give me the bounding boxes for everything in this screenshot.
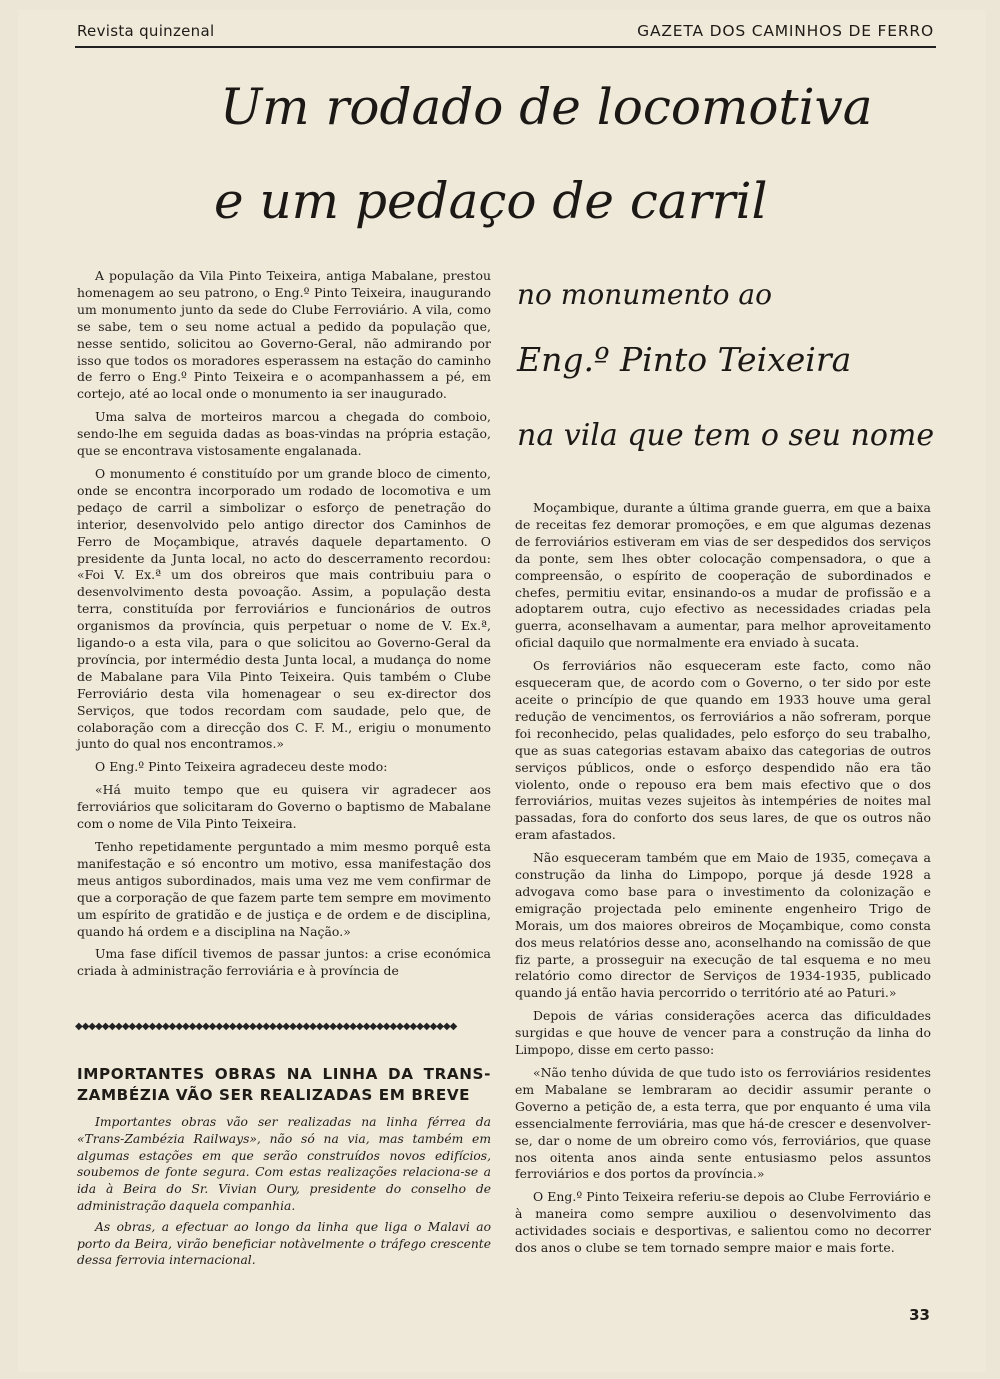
header-right: GAZETA DOS CAMINHOS DE FERRO: [637, 22, 934, 40]
left-column: [77, 268, 491, 986]
paragraph: Uma salva de morteiros marcou a chegada do comboio, sendo-lhe em seguida dadas as boas-vindas na própria estação, que se encontrava vistosamente engalanada.: [77, 409, 491, 459]
paragraph: Importantes obras vão ser realizadas na linha férrea da «Trans-Zambézia Railways», não só na via, mas também em algumas estações em que serão construídos novos edifícios, soubemos de fonte segura. Com estas realizações relaciona-se a ida à Beira do Sr. Vivian Oury, presidente do conselho de administração daquela companhia.: [77, 1115, 491, 1213]
paragraph: As obras, a efectuar ao longo da linha que liga o Malavi ao porto da Beira, virão beneficiar notàvelmente o tráfego crescente dessa ferrovia internacional.: [77, 1219, 491, 1268]
title-line-5: na vila que tem o seu nome: [517, 418, 935, 453]
paragraph: Os ferroviários não esqueceram este facto, como não esqueceram que, de acordo com o Governo, o ter sido por este aceite o princípio de que quando em 1933 houve uma geral redução de vencimentos, os ferroviários a não sofreram, porque foi reconhecido, pelas qualidades, pelo esforço do seu trabalho, que as suas categorias estavam abaixo das categorias de outros serviços públicos, onde o esforço despendido não era tão violento, onde o repouso era bem mais efectivo que o dos ferroviários, muitas vezes sujeitos às intempéries de noites mal passadas, fora do conforto dos seus lares, de que os outros não eram afastados.: [515, 658, 931, 843]
title-line-4: Eng.º Pinto Teixeira: [517, 340, 852, 379]
paragraph: «Não tenho dúvida de que tudo isto os ferroviários residentes em Mabalane se lembraram ao decidir assumir perante o Governo a petição de, a esta terra, que por enquanto é uma vila essencialmente ferroviária, mas que há-de crescer e desenvolver-se, dar o nome de um obreiro como vós, ferroviários, que quase nos oitenta anos ainda sente entusiasmo pelos assuntos ferroviários e dos portos da província.»: [515, 1065, 931, 1182]
paragraph: Uma fase difícil tivemos de passar juntos: a crise económica criada à administração ferroviária e à província de: [77, 946, 491, 979]
paragraph: «Há muito tempo que eu quisera vir agradecer aos ferroviários que solicitaram do Governo o baptismo de Mabalane com o nome de Vila Pinto Teixeira.: [77, 782, 491, 832]
paragraph: Tenho repetidamente perguntado a mim mesmo porquê esta manifestação e só encontro um motivo, essa manifestação dos meus antigos subordinados, mais uma vez me vem confirmar de que a corporação de que fazem parte tem sempre em movimento um espírito de gratidão e de justiça e de ordem e de disciplina, quando há ordem e a disciplina na Nação.»: [77, 839, 491, 939]
header-left: Revista quinzenal: [77, 22, 215, 40]
right-column: [515, 500, 931, 1263]
page-number: 33: [909, 1306, 930, 1324]
header-rule: [75, 46, 936, 48]
paragraph: Não esqueceram também que em Maio de 1935, começava a construção da linha do Limpopo, porque já desde 1928 a advogava como base para o investimento da colonização e emigração projectada pelo eminente engenheiro Trigo de Morais, um dos maiores obreiros de Moçambique, como consta dos meus relatórios desse ano, aconselhando na comissão de que fiz parte, a prosseguir na execução de tal esquema e no meu relatório como director de Serviços de 1934-1935, publicado quando já então havia percorrido o território até ao Paturi.»: [515, 850, 931, 1001]
title-line-1: Um rodado de locomotiva: [220, 78, 873, 136]
paragraph: Depois de várias considerações acerca das dificuldades surgidas e que houve de vencer para a construção da linha do Limpopo, disse em certo passo:: [515, 1008, 931, 1058]
title-line-3: no monumento ao: [517, 278, 772, 311]
paragraph: O Eng.º Pinto Teixeira referiu-se depois ao Clube Ferroviário e à maneira como sempre auxiliou o desenvolvimento das actividades sociais e desportivas, e salientou como no decorrer dos anos o clube se tem tornado sempre maior e mais forte.: [515, 1189, 931, 1256]
paragraph: Moçambique, durante a última grande guerra, em que a baixa de receitas fez demorar promoções, e em que algumas dezenas de ferroviários estiveram em vias de ser despedidos dos serviços da ponte, sem lhes obter colocação compensadora, o que a compreensão, o espírito de cooperação de subordinados e chefes, permitiu evitar, ensinando-os a mudar de profissão e a adoptarem outra, cujo efectivo as necessidades criadas pela guerra, aconselhavam a aumentar, para melhor aproveitamento oficial daquilo que normalmente era enviado à sucata.: [515, 500, 931, 651]
paragraph: O Eng.º Pinto Teixeira agradeceu deste modo:: [95, 759, 388, 775]
box-heading: IMPORTANTES OBRAS NA LINHA DA TRANS-ZAMBÉZIA VÃO SER REALIZADAS EM BREVE: [77, 1065, 491, 1104]
decorative-divider: ◆◆◆◆◆◆◆◆◆◆◆◆◆◆◆◆◆◆◆◆◆◆◆◆◆◆◆◆◆◆◆◆◆◆◆◆◆◆◆◆◆◆◆◆◆◆◆◆◆◆◆◆◆◆◆◆◆: [75, 1022, 457, 1032]
paragraph: A população da Vila Pinto Teixeira, antiga Mabalane, prestou homenagem ao seu patrono, o Eng.º Pinto Teixeira, inaugurando um monumento junto da sede do Clube Ferroviário. A vila, como se sabe, tem o seu nome actual a pedido da população que, nesse sentido, solicitou ao Governo-Geral, não admirando por isso que todos os moradores esperassem na estação do caminho de ferro o Eng.º Pinto Teixeira e o acompanhassem a pé, em cortejo, até ao local onde o monumento ia ser inaugurado.: [77, 268, 491, 402]
box-text: [77, 1114, 491, 1273]
paragraph: O monumento é constituído por um grande bloco de cimento, onde se encontra incorporado um rodado de locomotiva e um pedaço de carril a simbolizar o esforço de penetração do interior, desenvolvido pelo antigo director dos Caminhos de Ferro de Moçambique, através daquele departamento. O presidente da Junta local, no acto do descerramento recordou: «Foi V. Ex.ª um dos obreiros que mais contribuiu para o desenvolvimento desta povoação. Assim, a população desta terra, constituída por ferroviários e funcionários de outros organismos da província, quis perpetuar o nome de V. Ex.ª, ligando-o a esta vila, para o que solicitou ao Governo-Geral da província, por intermédio desta Junta local, a mudança do nome de Mabalane para Vila Pinto Teixeira. Quis também o Clube Ferroviário desta vila homenagear o seu ex-director dos Serviços, que todos recordam com saudade, pelo que, de colaboração com a direcção dos C. F. M., erigiu o monumento junto do qual nos encontramos.»: [77, 465, 491, 752]
title-line-2: e um pedaço de carril: [214, 172, 768, 230]
